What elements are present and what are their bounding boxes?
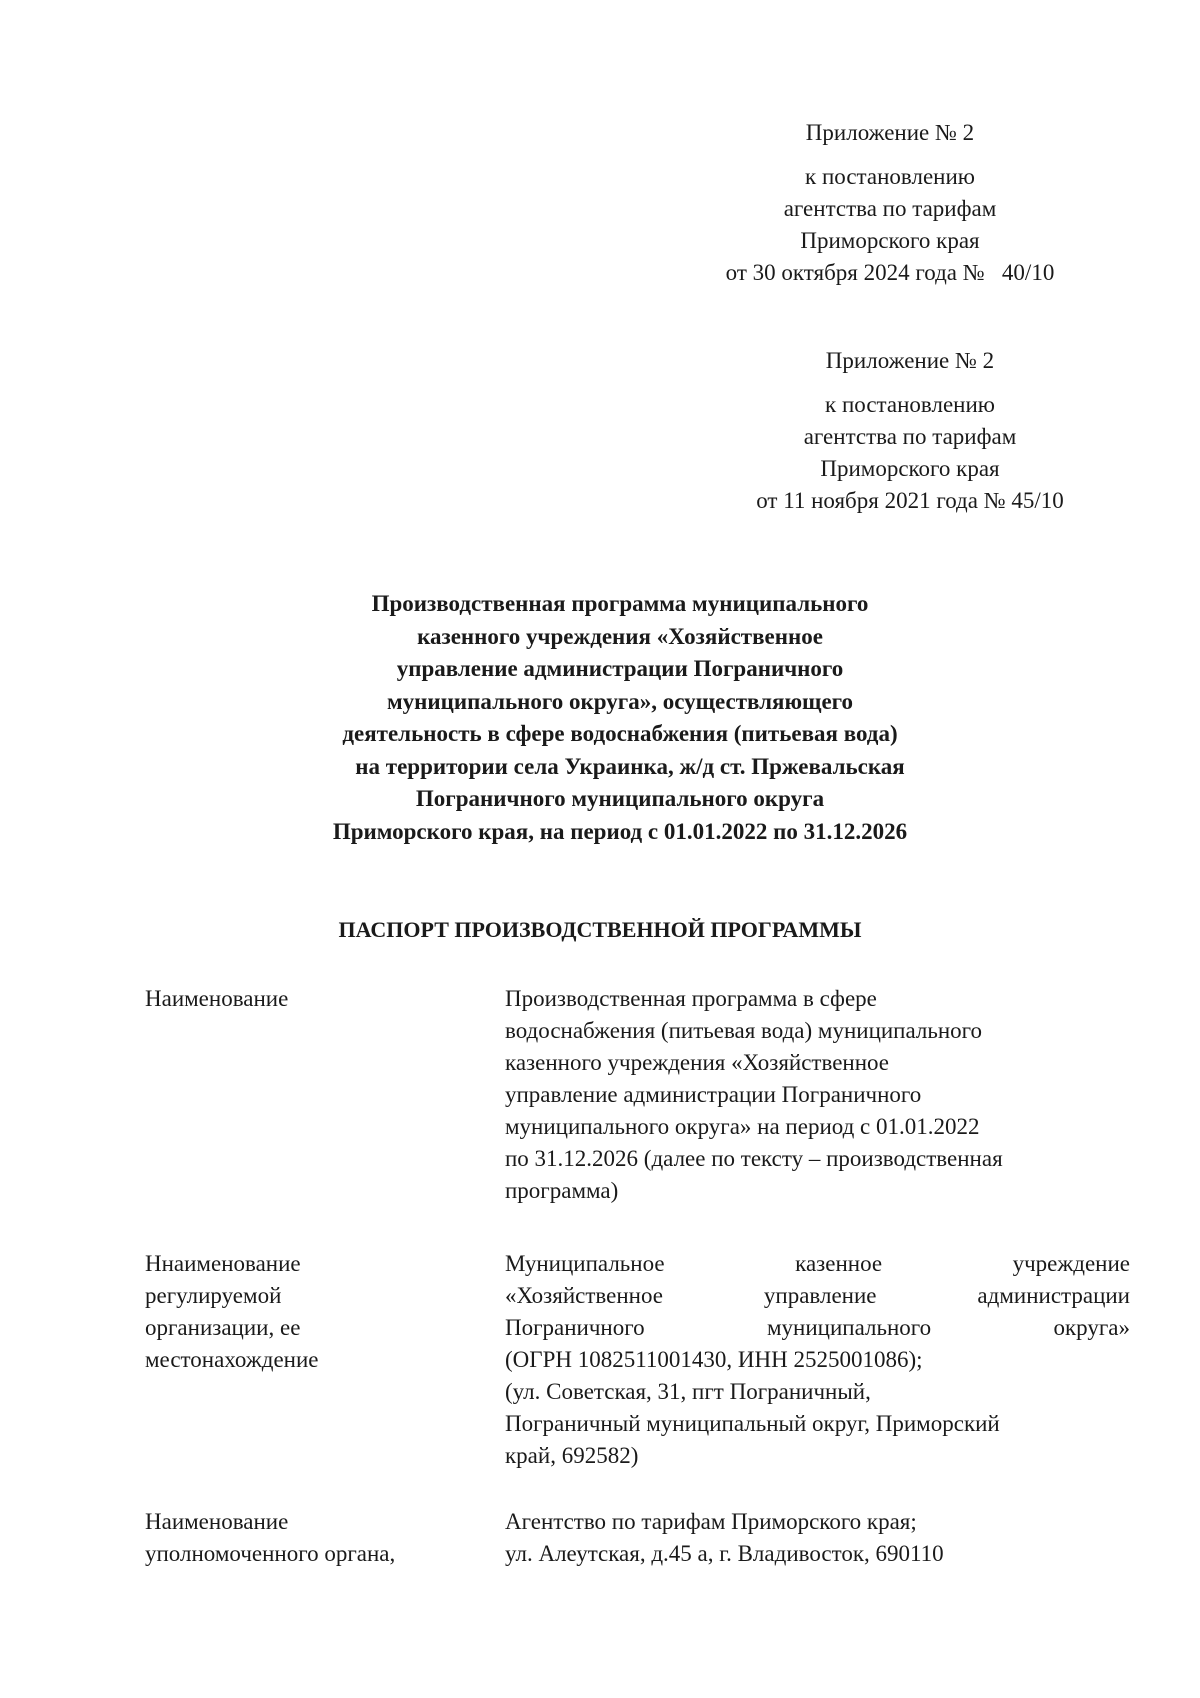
appendix-line: агентства по тарифам [803,424,1017,449]
value-line: по 31.12.2026 (далее по тексту – производственная [505,1146,1003,1171]
title-line: муниципального округа», осуществляющего [386,688,854,714]
title-line: деятельность в сфере водоснабжения (питьевая вода) [342,721,898,746]
value-line: Агентство по тарифам Приморского края; [505,1509,917,1534]
title-line: управление администрации Пограничного [396,656,844,681]
value-line: Пограничного муниципального округа» [505,1315,1130,1340]
document-title [230,588,1010,848]
appendix-line: к постановлению [825,392,995,417]
appendix-date-line: от 30 октября 2024 года № 40/10 [725,260,1055,285]
value-line: край, 692582) [505,1443,639,1468]
value-line: управление администрации Пограничного [505,1082,922,1107]
label-line: уполномоченного органа, [145,1541,396,1566]
value-line: Производственная программа в сфере [505,986,877,1011]
appendix-number: Приложение № 2 [825,348,995,373]
passport-heading: ПАСПОРТ ПРОИЗВОДСТВЕННОЙ ПРОГРАММЫ [338,917,862,942]
value-line: программа) [505,1178,619,1203]
value-line: казенного учреждения «Хозяйственное [505,1050,890,1075]
appendix-date-line: от 11 ноября 2021 года № 45/10 [756,488,1064,513]
label-line: Наименование [145,1509,289,1534]
value-line: водоснабжения (питьевая вода) муниципального [505,1018,983,1043]
value-line: Муниципальное казенное учреждение [505,1251,1130,1276]
title-line: Производственная программа муниципального [371,591,869,616]
appendix-line: агентства по тарифам [783,196,997,221]
value-line: муниципального округа» на период с 01.01.2022 [505,1114,980,1139]
value-line: «Хозяйственное управление администрации [505,1283,1130,1308]
row-label [145,1248,485,1376]
row-value [505,983,1130,1207]
value-line: Пограничный муниципальный округ, Приморский [505,1411,1000,1436]
row-value [505,1506,1130,1570]
title-line: на территории села Украинка, ж/д ст. Пржевальская [355,753,905,779]
value-line: ул. Алеутская, д.45 а, г. Владивосток, 690110 [505,1541,944,1566]
row-label [145,983,485,1015]
appendix-original [720,345,1100,517]
appendix-current [700,117,1080,289]
value-line: (ОГРН 1082511001430, ИНН 2525001086); [505,1347,923,1372]
label-line: организации, ее [145,1315,301,1340]
label-line: Наименование [145,986,289,1011]
appendix-number: Приложение № 2 [805,120,975,145]
label-line: Ннаименование [145,1251,301,1276]
title-line: казенного учреждения «Хозяйственное [417,623,823,649]
row-value [505,1248,1130,1472]
appendix-line: Приморского края [820,456,1000,481]
title-line: Пограничного муниципального округа [415,786,825,811]
title-line: Приморского края, на период с 01.01.2022 по 31.12.2026 [332,818,908,844]
label-line: местонахождение [145,1347,319,1372]
appendix-line: Приморского края [800,228,980,253]
value-line: (ул. Советская, 31, пгт Пограничный, [505,1379,871,1404]
label-line: регулируемой [145,1283,282,1308]
row-label [145,1506,485,1570]
appendix-line: к постановлению [805,164,975,189]
